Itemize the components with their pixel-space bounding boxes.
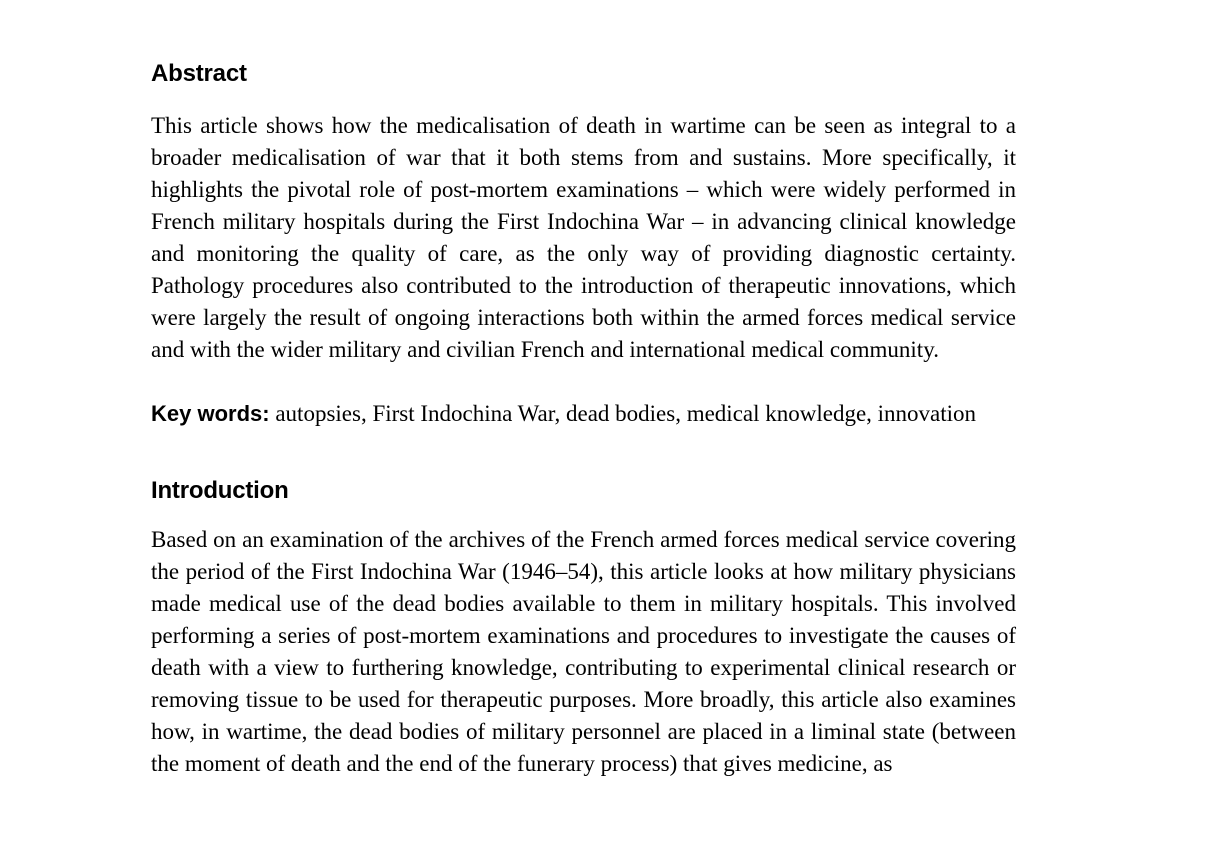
introduction-paragraph: Based on an examination of the archives of the French armed forces medical service covering the period of the First Indochina War (1946–54), this article looks at how military physicians made medical use of the dead bodies available to them in military hospitals. This involved performing a series of post-mortem examinations and procedures to investigate the causes of death with a view to furthering knowledge, contributing to experimental clinical research or removing tissue to be used for therapeutic purposes. More broadly, this article also examines how, in wartime, the dead bodies of military personnel are placed in a liminal state (between the moment of death and the end of the funerary process) that gives medicine, as bbox=[151, 527, 1016, 776]
keywords-label: Key words: bbox=[151, 401, 270, 426]
abstract-heading: Abstract bbox=[151, 60, 247, 87]
keywords-text: autopsies, First Indochina War, dead bodies, medical knowledge, innovation bbox=[275, 401, 977, 426]
keywords-paragraph bbox=[151, 398, 1016, 430]
introduction-heading: Introduction bbox=[151, 477, 289, 504]
abstract-paragraph: This article shows how the medicalisation of death in wartime can be seen as integral to a broader medicalisation of war that it both stems from and sustains. More specifically, it highlights the pivotal role of post-mortem examinations – which were widely performed in French military hospitals during the First Indochina War – in advancing clinical knowledge and monitoring the quality of care, as the only way of providing diagnostic certainty. Pathology procedures also contributed to the introduction of therapeutic innovations, which were largely the result of ongoing interactions both within the armed forces medical service and with the wider military and civilian French and international medical community. bbox=[151, 113, 1016, 362]
text-column bbox=[151, 58, 1016, 780]
